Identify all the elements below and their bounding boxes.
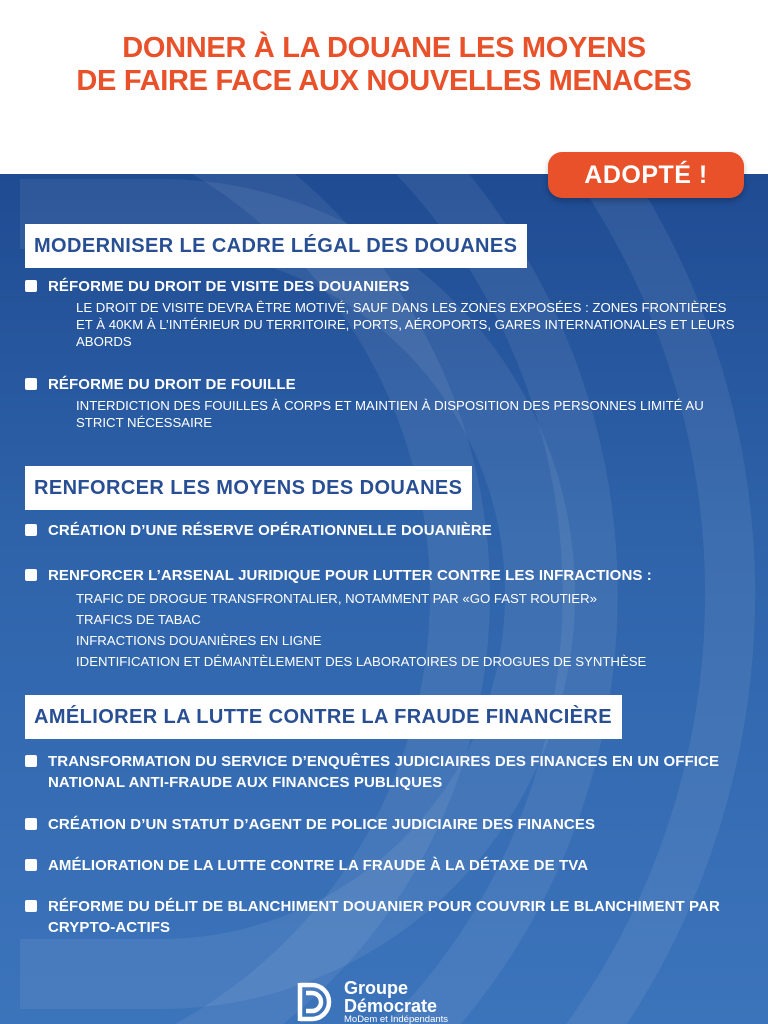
bullet-square-icon [25,280,37,292]
list-item-reserve [25,520,745,541]
page-title-line-1: DONNER À LA DOUANE LES MOYENS [122,32,646,64]
adopted-badge: ADOPTÉ ! [548,152,744,198]
logo-text-democrate: Démocrate [344,996,438,1016]
list-item-blanchiment [25,896,745,938]
sub-list-item: INFRACTIONS DOUANIÈRES EN LIGNE [76,633,322,648]
list-item-office [25,751,745,793]
item-title: TRANSFORMATION DU SERVICE D’ENQUÊTES JUDICIAIRES DES FINANCES EN UN OFFICE NATIONAL ANTI-FRAUDE AUX FINANCES PUBLIQUES [48,753,720,791]
sub-list-item: TRAFICS DE TABAC [76,612,201,627]
bullet-square-icon [25,524,37,536]
logo-text-groupe: Groupe [344,978,409,998]
item-title: RENFORCER L’ARSENAL JURIDIQUE POUR LUTTER CONTRE LES INFRACTIONS : [48,567,652,584]
section-heading-ameliorer: AMÉLIORER LA LUTTE CONTRE LA FRAUDE FINANCIÈRE [25,695,622,739]
page-title [0,32,768,98]
item-title: AMÉLIORATION DE LA LUTTE CONTRE LA FRAUDE À LA DÉTAXE DE TVA [48,857,589,874]
bullet-square-icon [25,378,37,390]
item-description: INTERDICTION DES FOUILLES À CORPS ET MAINTIEN À DISPOSITION DES PERSONNES LIMITÉ AU STRICT NÉCESSAIRE [76,398,704,430]
section-heading-renforcer: RENFORCER LES MOYENS DES DOUANES [25,466,472,510]
list-item-detaxe [25,855,745,876]
item-title: RÉFORME DU DROIT DE FOUILLE [48,376,296,393]
bullet-square-icon [25,859,37,871]
bullet-square-icon [25,818,37,830]
item-description: LE DROIT DE VISITE DEVRA ÊTRE MOTIVÉ, SAUF DANS LES ZONES EXPOSÉES : ZONES FRONTIÈRES ET À 40KM À L’INTÉRIEUR DU TERRITOIRE, PORTS, AÉROPORTS, GARES INTERNATIONALES ET LEURS ABORDS [76,300,735,349]
item-title: CRÉATION D’UNE RÉSERVE OPÉRATIONNELLE DOUANIÈRE [48,522,492,539]
list-item-statut [25,814,745,835]
list-item-arsenal [25,565,745,672]
bullet-square-icon [25,755,37,767]
sub-list-item: TRAFIC DE DROGUE TRANSFRONTALIER, NOTAMMENT PAR «GO FAST ROUTIER» [76,591,597,606]
logo-text-modem: MoDem et Indépendants [344,1014,449,1024]
list-item-visite [25,276,745,350]
header [0,0,768,174]
groupe-democrate-logo [296,978,486,1024]
list-item-fouille [25,374,745,431]
page-title-line-2: DE FAIRE FACE AUX NOUVELLES MENACES [76,65,692,97]
item-title: CRÉATION D’UN STATUT D’AGENT DE POLICE JUDICIAIRE DES FINANCES [48,816,596,833]
section-heading-moderniser: MODERNISER LE CADRE LÉGAL DES DOUANES [25,224,527,268]
item-title: RÉFORME DU DROIT DE VISITE DES DOUANIERS [48,278,410,295]
sub-list [76,588,745,672]
bullet-square-icon [25,900,37,912]
sub-list-item: IDENTIFICATION ET DÉMANTÈLEMENT DES LABORATOIRES DE DROGUES DE SYNTHÈSE [76,654,647,669]
groupe-democrate-logo-icon [296,980,338,1024]
bullet-square-icon [25,569,37,581]
item-title: RÉFORME DU DÉLIT DE BLANCHIMENT DOUANIER POUR COUVRIR LE BLANCHIMENT PAR CRYPTO-ACTIFS [48,898,720,936]
